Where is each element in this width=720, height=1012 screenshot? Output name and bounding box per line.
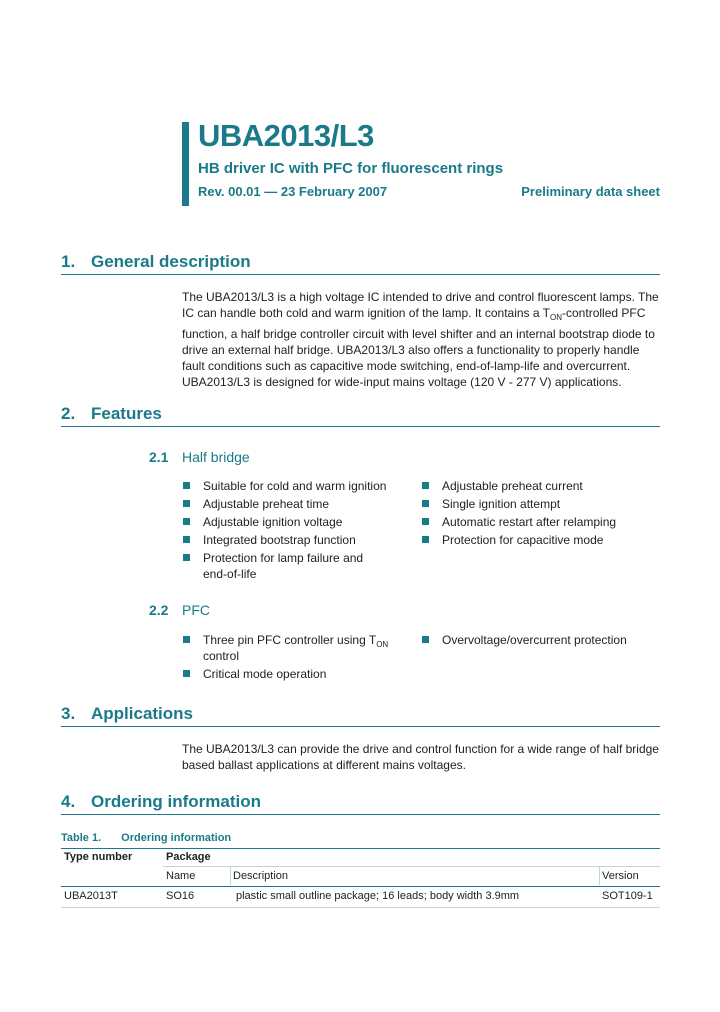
- subsection-number: 2.2: [149, 602, 169, 618]
- section-heading-applications: [61, 704, 660, 727]
- paragraph-line: UBA2013/L3 is designed for wide-input mains voltage (120 V - 277 V) applications.: [182, 375, 622, 389]
- bullet-square-icon: [422, 636, 429, 643]
- bullet-square-icon: [422, 500, 429, 507]
- paragraph-line: IC can handle both cold and warm ignition of the lamp. It contains a $T_{ON}$-controlled PFC: [182, 306, 646, 322]
- table-column-divider: [599, 867, 600, 885]
- bullet-square-icon: [183, 670, 190, 677]
- bullet-square-icon: [183, 482, 190, 489]
- bullet-square-icon: [422, 482, 429, 489]
- paragraph-line: drive an external half bridge. UBA2013/L3 also offers a functionality to properly handle: [182, 343, 640, 357]
- paragraph-line: fault conditions such as capacitive mode switching, end-of-lamp-life and overcurrent.: [182, 359, 631, 373]
- paragraph-line: based ballast applications at different mains voltages.: [182, 758, 466, 772]
- table-rule-top: [61, 848, 660, 849]
- general-description-paragraph: [182, 289, 662, 390]
- section-heading-general: [61, 252, 660, 275]
- header-type-number: Type number: [64, 851, 133, 863]
- document-revision: Rev. 00.01 — 23 February 2007: [198, 184, 388, 199]
- title-accent-bar: [182, 122, 189, 206]
- cell-type-number: UBA2013T: [64, 890, 118, 902]
- cell-name: SO16: [166, 890, 195, 902]
- table-label: Table 1.: [61, 832, 102, 844]
- table-caption: [61, 832, 251, 844]
- bullet-square-icon: [183, 536, 190, 543]
- document-status: Preliminary data sheet: [521, 184, 660, 199]
- header-package: Package: [166, 851, 211, 863]
- bullet-square-icon: [183, 554, 190, 561]
- applications-paragraph: [182, 741, 662, 773]
- section-number: 3.: [61, 704, 76, 723]
- section-number: 2.: [61, 404, 76, 423]
- bullet-square-icon: [183, 636, 190, 643]
- paragraph-line: The UBA2013/L3 is a high voltage IC intended to drive and control fluorescent lamps. The: [182, 290, 659, 304]
- bullet-square-icon: [422, 518, 429, 525]
- section-title: Applications: [91, 704, 194, 723]
- paragraph-line: The UBA2013/L3 can provide the drive and control function for a wide range of half bridge: [182, 742, 659, 756]
- table-title: Ordering information: [121, 832, 232, 844]
- bullet-square-icon: [422, 536, 429, 543]
- section-title: Features: [91, 404, 162, 423]
- header-description: Description: [233, 870, 289, 882]
- section-number: 4.: [61, 792, 76, 811]
- cell-description: plastic small outline package; 16 leads; body width 3.9mm: [236, 890, 520, 902]
- header-name: Name: [166, 870, 196, 882]
- section-title: Ordering information: [91, 792, 261, 811]
- paragraph-line: function, a half bridge controller circuit with level shifter and an internal bootstrap diode to: [182, 327, 655, 341]
- document-subtitle: HB driver IC with PFC for fluorescent rings: [198, 160, 504, 177]
- section-heading-ordering: [61, 792, 660, 815]
- document-title: UBA2013/L3: [198, 118, 374, 153]
- subsection-number: 2.1: [149, 449, 169, 465]
- section-title: General description: [91, 252, 251, 271]
- subsection-title: PFC: [182, 602, 210, 618]
- ton-symbol: $T_{ON}$: [542, 306, 563, 322]
- table-rule-subheader: [163, 866, 660, 867]
- table-rule-header-bottom: [61, 886, 660, 887]
- table-rule-bottom: [61, 907, 660, 908]
- subsection-title: Half bridge: [182, 449, 250, 465]
- section-heading-features: [61, 404, 660, 427]
- cell-version: SOT109-1: [602, 890, 653, 902]
- section-number: 1.: [61, 252, 76, 271]
- bullet-square-icon: [183, 500, 190, 507]
- bullet-square-icon: [183, 518, 190, 525]
- table-column-divider: [230, 867, 231, 885]
- header-version: Version: [602, 870, 639, 882]
